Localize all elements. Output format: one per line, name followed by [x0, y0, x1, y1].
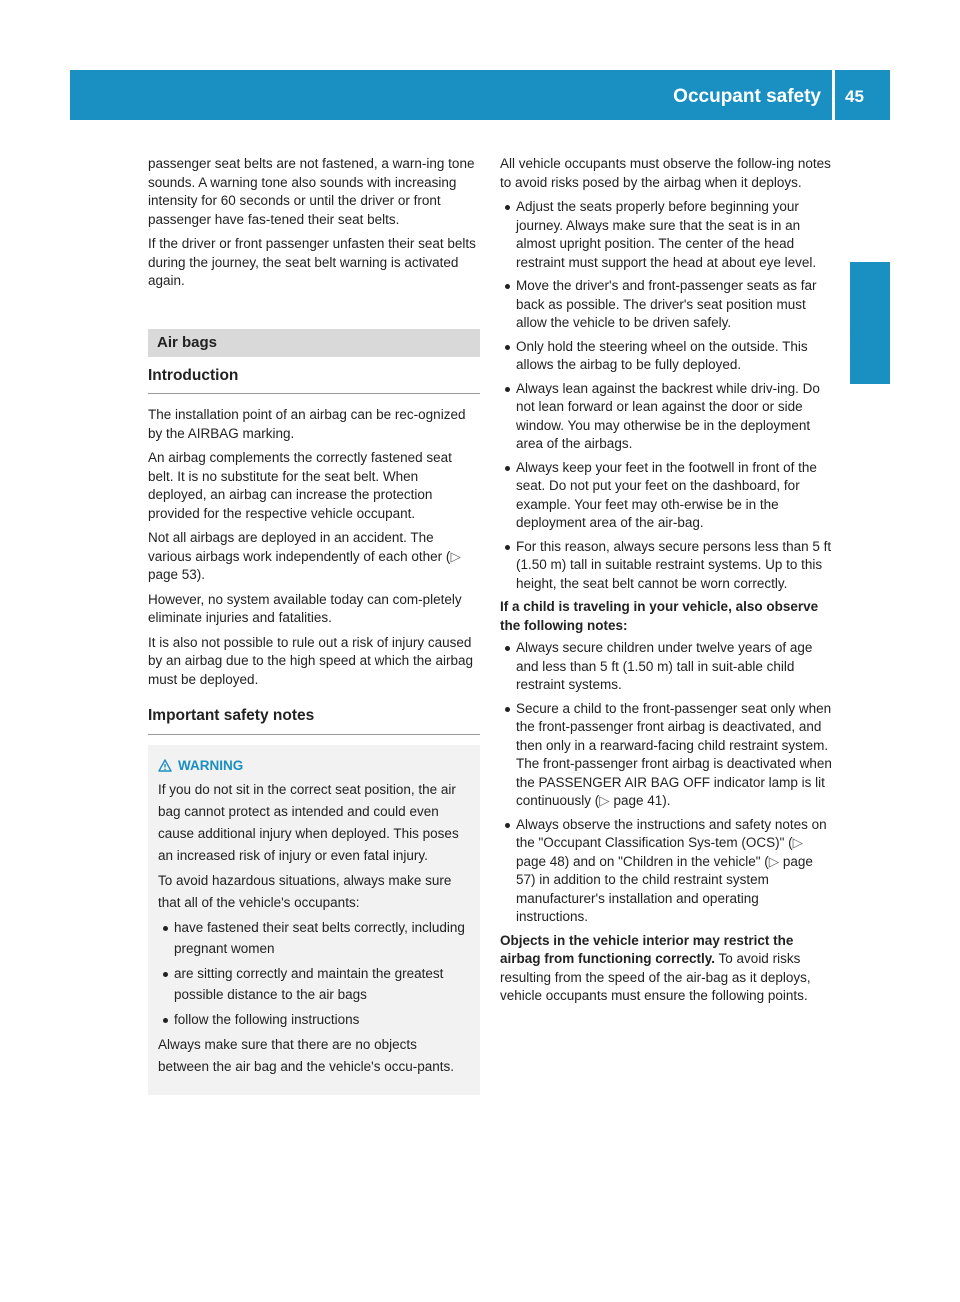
page-ref-link[interactable]: page 57) in addition to the child restraint system manufacturer's installation and operating instructions.: [516, 853, 813, 924]
subheading-introduction: Introduction: [148, 367, 480, 395]
page-ref-arrow-icon: ▷: [599, 793, 610, 808]
warning-label: WARNING: [178, 757, 244, 773]
list-item: [500, 816, 832, 927]
warning-paragraph: Always make sure that there are no objects between the air bag and the vehicle's occu-pants.: [158, 1036, 455, 1074]
list-item: For this reason, always secure persons less than 5 ft (1.50 m) tall in suitable restraint systems. Up to this height, the seat belt cannot be worn correctly.: [500, 538, 832, 594]
child-notes-heading: If a child is traveling in your vehicle, also observe the following notes:: [500, 599, 819, 633]
warning-triangle-icon: [158, 759, 172, 772]
page-ref-link[interactable]: page 48) and on "Children in the vehicle" (: [516, 853, 769, 869]
text: Secure a child to the front-passenger seat only when the front-passenger front airbag is deactivated, and then only in a rearward-facing child restraint system. The front-passenger front airbag is deactivated when the PASSENGER AIR BAG OFF indicator lamp is lit continuously (: [516, 700, 832, 808]
paragraph: [500, 932, 832, 1006]
list-item: Only hold the steering wheel on the outside. This allows the airbag to be fully deployed.: [500, 338, 832, 375]
warning-paragraph: If you do not sit in the correct seat position, the air bag cannot protect as intended and could even cause additional injury when deployed. This poses an increased risk of injury or even fatal injury.: [158, 781, 459, 863]
list-item: Always secure children under twelve years of age and less than 5 ft (1.50 m) tall in suit-able child restraint systems.: [500, 639, 832, 695]
paragraph: [148, 529, 480, 585]
section-heading-air-bags: Air bags: [148, 329, 480, 357]
paragraph: If the driver or front passenger unfasten their seat belts during the journey, the seat belt warning is activated again.: [148, 236, 476, 288]
page-ref-arrow-icon: ▷: [450, 548, 461, 564]
list-item: have fastened their seat belts correctly, including pregnant women: [158, 917, 470, 959]
list-item: are sitting correctly and maintain the greatest possible distance to the air bags: [158, 963, 470, 1005]
paragraph: However, no system available today can com-pletely eliminate injuries and fatalities.: [148, 591, 462, 625]
warning-paragraph: To avoid hazardous situations, always make sure that all of the vehicle's occupants:: [158, 872, 452, 910]
left-column: [148, 155, 480, 1095]
header-divider: [832, 70, 835, 120]
page-ref-link[interactable]: page 41).: [609, 793, 671, 808]
list-item: Always keep your feet in the footwell in front of the seat. Do not put your feet on the dashboard, for example. Your feet may oth-erwise be in the deployment area of the air-bag.: [500, 459, 832, 533]
page-section-title: Occupant safety: [673, 86, 821, 107]
page-ref-link[interactable]: page 53).: [148, 567, 206, 582]
paragraph: The installation point of an airbag can be rec-ognized by the AIRBAG marking.: [148, 407, 466, 441]
chapter-tab-label: Safety: [848, 302, 870, 364]
paragraph: passenger seat belts are not fastened, a warn-ing tone sounds. A warning tone also sounds with increasing intensity for 60 seconds or until the driver or front passenger have fas-tened their seat belts.: [148, 156, 475, 227]
page-ref-arrow-icon: ▷: [792, 835, 804, 850]
paragraph: It is also not possible to rule out a risk of injury caused by an airbag due to the high speed at which the airbag must be deployed.: [148, 634, 473, 687]
text: Always observe the instructions and safety notes on the "Occupant Classification Sys-tem (OCS)" (: [516, 816, 827, 850]
text: To avoid risks resulting from the speed of the air-bag as it deploys, vehicle occupants must ensure the following points.: [500, 951, 811, 1003]
paragraph: All vehicle occupants must observe the follow-ing notes to avoid risks posed by the airbag when it deploys.: [500, 156, 831, 190]
warning-box: [148, 745, 480, 1095]
list-item: Always lean against the backrest while driv-ing. Do not lean forward or lean against the door or side window. You may otherwise be in the deployment area of the airbags.: [500, 380, 832, 454]
page-number: 45: [845, 87, 864, 106]
bold-lead: Objects in the vehicle interior may restrict the airbag from functioning correctly.: [500, 932, 794, 966]
list-item: Adjust the seats properly before beginning your journey. Always make sure that the seat is in an almost upright position. The center of the head restraint must support the head at about eye level.: [500, 198, 832, 272]
warning-header: [158, 755, 470, 777]
page-ref-arrow-icon: ▷: [768, 853, 780, 869]
list-item: Move the driver's and front-passenger seats as far back as possible. The driver's seat position must allow the vehicle to be driven safely.: [500, 277, 832, 333]
paragraph: An airbag complements the correctly fastened seat belt. It is no substitute for the seat belt. When deployed, an airbag can increase the protection provided for the respective vehicle occupant.: [148, 450, 452, 521]
list-item: [500, 700, 832, 811]
subheading-important-safety-notes: Important safety notes: [148, 707, 480, 735]
text: Not all airbags are deployed in an accident. The various airbags work independently of each other (: [148, 530, 451, 564]
list-item: follow the following instructions: [158, 1009, 470, 1030]
right-column: [500, 155, 832, 1012]
